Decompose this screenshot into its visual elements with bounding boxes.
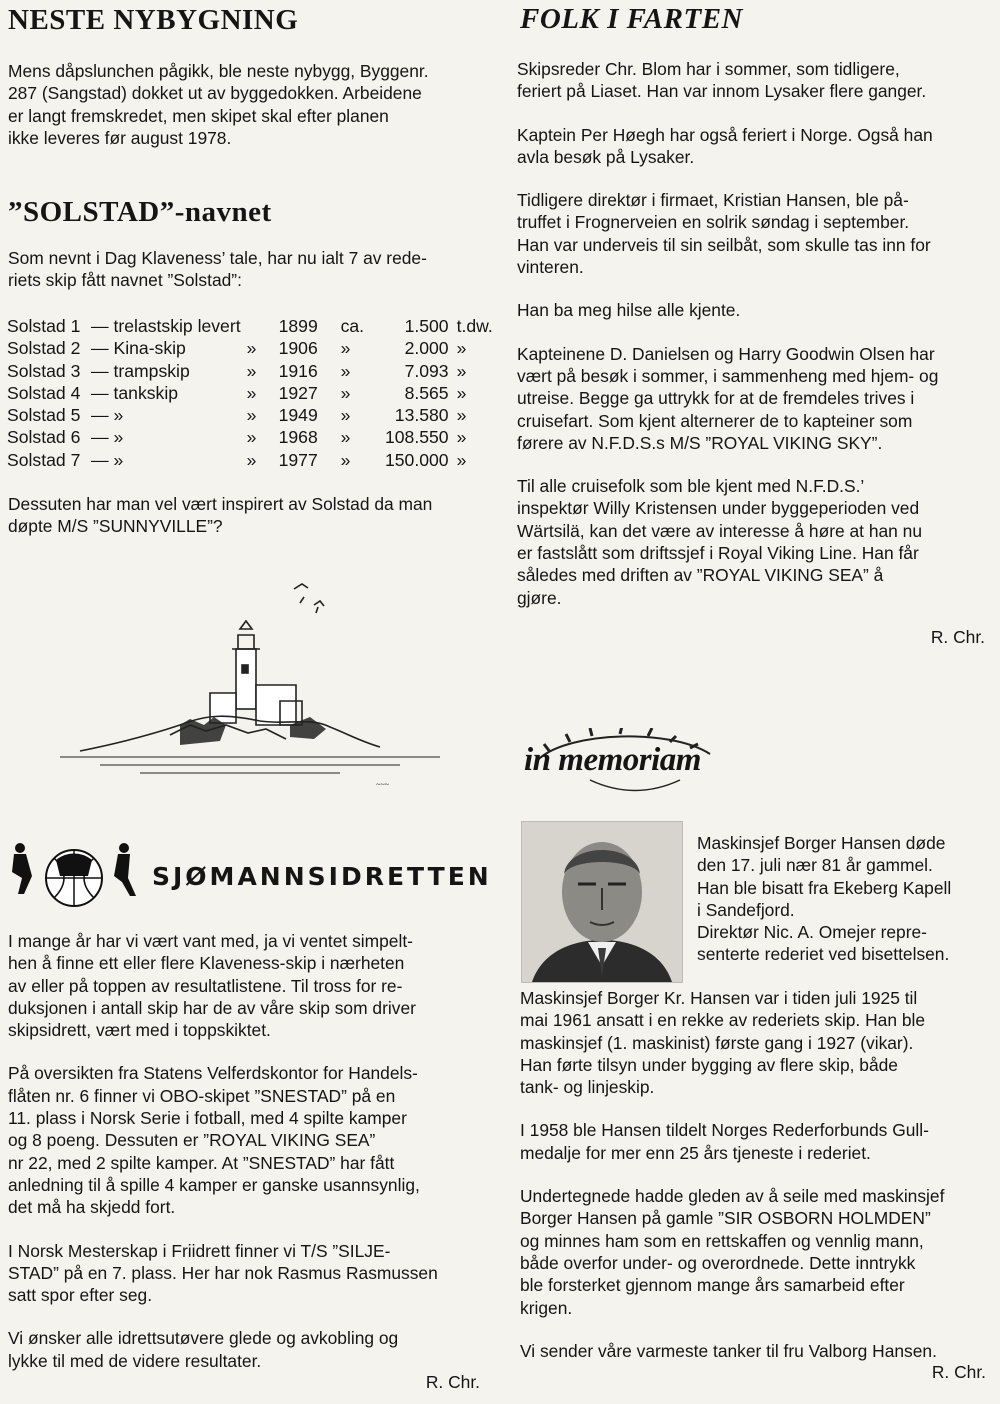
lighthouse-illustration [60, 575, 440, 795]
solstad-heading: ”SOLSTAD”-navnet [8, 196, 272, 228]
text-line: flåten nr. 6 finner vi OBO-skipet ”SNESTAD” på en [8, 1085, 396, 1106]
text-line: 287 (Sangstad) dokket ut av byggedokken. Arbeidene [8, 83, 422, 104]
ship-name: Solstad 2 [7, 338, 81, 359]
text-line: vært på besøk i sommer, i sammenheng med hjem- og [517, 365, 939, 386]
text-line: vinteren. [517, 257, 584, 278]
text-line: avla besøk på Lysaker. [517, 146, 695, 167]
ship-row [7, 449, 493, 471]
text-line: På oversikten fra Statens Velferdskontor for Handels- [8, 1063, 418, 1084]
ship-year: 1927 [278, 382, 318, 403]
text-line: Skipsreder Chr. Blom har i sommer, som tidligere, [517, 59, 900, 79]
ship-name: Solstad 3 [7, 360, 81, 381]
ship-unit: t.dw. [456, 316, 493, 336]
ship-col: » [246, 360, 257, 381]
ship-year: 1916 [278, 360, 318, 381]
portrait-photo [521, 821, 683, 983]
ship-col: » [246, 427, 257, 448]
text-line: Kaptein Per Høegh har også feriert i Norge. Også han [517, 124, 933, 145]
ship-name: Solstad 6 [7, 427, 81, 448]
text-line: gjøre. [517, 587, 562, 608]
ship-name: Solstad 7 [7, 449, 81, 470]
text-line: Wärtsilä, kan det være av interesse å høre at han nu [517, 520, 923, 541]
text-line: ble forsterket gjennom mange års samarbeid efter [520, 1275, 905, 1296]
text-line: I 1958 ble Hansen tildelt Norges Rederforbunds Gull- [520, 1120, 929, 1141]
ship-ca: » [340, 382, 351, 403]
text-line: Han førte tilsyn under bygging av flere skip, både [520, 1054, 898, 1075]
ship-col: » [246, 338, 257, 359]
ship-type: — » [91, 405, 124, 426]
text-line: utreise. Begge ga uttrykk for at de fremdeles trives i [517, 388, 915, 409]
text-line: det må ha skjedd fort. [8, 1197, 176, 1218]
ship-unit: » [456, 449, 467, 470]
folk-heading: FOLK I FARTEN [520, 3, 743, 35]
ship-type: — trelastskip levert [91, 316, 241, 336]
signature: R. Chr. [930, 626, 985, 647]
memoriam-text [520, 987, 986, 1383]
text-line: medalje for mer enn 25 års tjeneste i rederiet. [520, 1142, 871, 1163]
text-line: I Norsk Mesterskap i Friidrett finner vi T/S ”SILJE- [8, 1240, 391, 1261]
ship-tdw: 108.550 [384, 427, 449, 448]
text-line: krigen. [520, 1297, 573, 1318]
text-line: Mens dåpslunchen pågikk, ble neste nybygg, Byggenr. [8, 61, 429, 81]
text-line: og 8 poeng. Dessuten er ”ROYAL VIKING SEA” [8, 1130, 376, 1151]
text-line: Maskinsjef Borger Kr. Hansen var i tiden juli 1925 til [520, 988, 918, 1008]
text-line: er langt fremskredet, men skipet skal efter planen [8, 105, 389, 126]
ship-ca: » [340, 360, 351, 381]
ship-ca: » [340, 449, 351, 470]
memoriam-heading: in memoriam [524, 742, 701, 778]
ship-ca: » [340, 338, 351, 359]
text-line: Dessuten har man vel vært inspirert av Solstad da man [8, 494, 433, 514]
text-line: døpte M/S ”SUNNYVILLE”? [8, 516, 223, 537]
ship-tdw: 2.000 [404, 338, 449, 359]
text-line: truffet i Frognerveien en solrik søndag i september. [517, 212, 910, 233]
text-line: og minnes ham som en rettskaffen og vennlig mann, [520, 1230, 924, 1251]
ship-type: — Kina-skip [91, 338, 186, 359]
text-line: tank- og linjeskip. [520, 1077, 655, 1098]
ship-year: 1968 [278, 427, 318, 448]
text-line: anledning til å spille 4 kamper er ganske usannsynlig, [8, 1174, 420, 1195]
ship-tdw: 150.000 [384, 449, 449, 470]
text-line: feriert på Liaset. Han var innom Lysaker flere ganger. [517, 81, 927, 102]
ship-type: — trampskip [91, 360, 190, 381]
ship-name: Solstad 5 [7, 405, 81, 426]
solstad-intro [8, 247, 478, 292]
ship-col: » [246, 449, 257, 470]
text-line: satt spor efter seg. [8, 1285, 153, 1306]
text-line: Maskinsjef Borger Hansen døde [697, 833, 946, 853]
text-line: skipsidrett, vært med i toppskiktet. [8, 1020, 271, 1041]
text-line: Borger Hansen på gamle ”SIR OSBORN HOLMDEN” [520, 1208, 931, 1229]
text-line: nr 22, med 2 spilte kamper. At ”SNESTAD” har fått [8, 1152, 395, 1173]
text-line: riets skip fått navnet ”Solstad”: [8, 270, 242, 291]
text-line: cruisefart. Som kjent alternerer de to kapteiner som [517, 410, 913, 431]
text-line: både overfor under- og overordnede. Dette inntrykk [520, 1252, 916, 1273]
football-players-icon [8, 838, 138, 910]
ship-year: 1899 [278, 316, 318, 336]
ship-ca: » [340, 427, 351, 448]
text-line: Tidligere direktør i firmaet, Kristian Hansen, ble på- [517, 190, 909, 211]
ship-ca: » [340, 405, 351, 426]
text-line: Vi sender våre varmeste tanker til fru Valborg Hansen. [520, 1340, 937, 1361]
memoriam-beside [697, 832, 987, 966]
ship-type: — tankskip [91, 382, 179, 403]
text-line: i Sandefjord. [697, 899, 795, 920]
ship-row [7, 382, 493, 404]
text-line: lykke til med de videre resultater. [8, 1350, 262, 1371]
ship-year: 1949 [278, 405, 318, 426]
text-line: I mange år har vi vært vant med, ja vi ventet simpelt- [8, 931, 413, 951]
ship-unit: » [456, 338, 467, 359]
text-line: Til alle cruisefolk som ble kjent med N.F.D.S.’ [517, 476, 865, 497]
ship-col: » [246, 382, 257, 403]
ship-year: 1906 [278, 338, 318, 359]
ship-table [7, 315, 493, 471]
text-line: den 17. juli nær 81 år gammel. [697, 855, 933, 876]
ship-row [7, 404, 493, 426]
ship-row [7, 337, 493, 359]
ship-row [7, 360, 493, 382]
ship-unit: » [456, 427, 467, 448]
text-line: Direktør Nic. A. Omejer repre- [697, 922, 927, 943]
text-line: duksjonen i antall skip har de av våre skip som driver [8, 997, 416, 1018]
text-line: Som nevnt i Dag Klaveness’ tale, har nu ialt 7 av rede- [8, 248, 427, 268]
ship-unit: » [456, 382, 467, 403]
text-line: senterte rederiet ved bisettelsen. [697, 944, 950, 965]
ship-tdw: 13.580 [394, 405, 449, 426]
signature: R. Chr. [425, 1372, 480, 1393]
text-line: STAD” på en 7. plass. Her har nok Rasmus Rasmussen [8, 1262, 438, 1283]
sport-text [8, 930, 480, 1393]
ship-type: — » [91, 427, 124, 448]
ship-row [7, 426, 493, 448]
text-line: ikke leveres før august 1978. [8, 127, 232, 148]
neste-text [8, 60, 478, 149]
text-line: Undertegnede hadde gleden av å seile med maskinsjef [520, 1186, 945, 1207]
svg-text:~~~: ~~~ [376, 780, 389, 789]
solstad-outro [8, 493, 478, 538]
text-line: Han var underveis til sin seilbåt, som skulle tas inn for [517, 234, 931, 255]
ship-tdw: 7.093 [404, 360, 449, 381]
sport-heading: SJØMANNSIDRETTEN [152, 862, 492, 891]
ship-type: — » [91, 449, 124, 470]
text-line: således med driften av ”ROYAL VIKING SEA” å [517, 565, 884, 586]
text-line: inspektør Willy Kristensen under byggeperioden ved [517, 498, 920, 519]
ship-tdw: 1.500 [404, 316, 449, 336]
ship-year: 1977 [278, 449, 318, 470]
ship-col [241, 315, 279, 337]
text-line: Vi ønsker alle idrettsutøvere glede og avkobling og [8, 1328, 399, 1349]
ship-name: Solstad 4 [7, 382, 81, 403]
ship-unit: » [456, 405, 467, 426]
text-line: Han ble bisatt fra Ekeberg Kapell [697, 877, 952, 898]
folk-text [517, 58, 985, 648]
text-line: av eller på toppen av resultatlistene. Til tross for re- [8, 975, 403, 996]
text-line: førere av N.F.D.S.s M/S ”ROYAL VIKING SKY”. [517, 432, 883, 453]
text-line: Han ba meg hilse alle kjente. [517, 300, 741, 321]
neste-heading: NESTE NYBYGNING [8, 4, 299, 36]
signature: R. Chr. [931, 1362, 986, 1383]
ship-unit: » [456, 360, 467, 381]
text-line: Kapteinene D. Danielsen og Harry Goodwin Olsen har [517, 343, 935, 364]
text-line: er fastslått som driftssjef i Royal Viking Line. Han får [517, 543, 919, 564]
text-line: maskinsjef (1. maskinist) første gang i 1927 (vikar). [520, 1032, 914, 1053]
ship-name: Solstad 1 [7, 316, 81, 336]
ship-ca: ca. [340, 316, 365, 336]
text-line: 11. plass i Norsk Serie i fotball, med 4 spilte kamper [8, 1108, 407, 1129]
text-line: mai 1961 ansatt i en rekke av rederiets skip. Han ble [520, 1010, 926, 1031]
ship-row [7, 315, 493, 337]
ship-tdw: 8.565 [404, 382, 449, 403]
text-line: hen å finne ett eller flere Klaveness-skip i nærheten [8, 953, 405, 974]
ship-col: » [246, 405, 257, 426]
